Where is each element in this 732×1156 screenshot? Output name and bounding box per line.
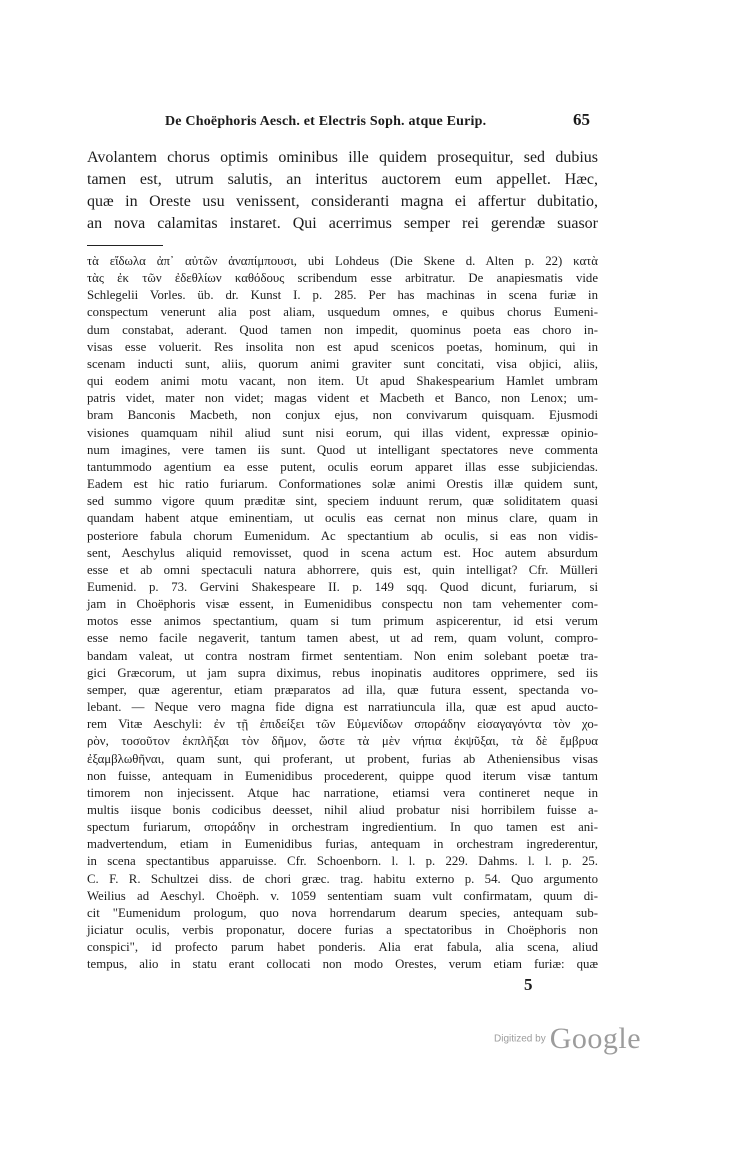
running-title: De Choëphoris Aesch. et Electris Soph. atque Eurip. bbox=[165, 114, 487, 129]
footnote-line: Schlegelii Vorles. üb. dr. Kunst I. p. 285. Per has machinas in scena furiæ in bbox=[87, 288, 598, 303]
watermark-brand: Google bbox=[549, 1022, 642, 1055]
footnote-line: bram Banconis Macbeth, non conjux ejus, non convivarum quisquam. Ejusmodi bbox=[87, 408, 598, 423]
footnote-line: visiones quamquam nihil aliud sunt nisi eorum, qui illas vident, expressæ opinio- bbox=[87, 425, 598, 440]
footnote-line: Eadem est hic ratio furiarum. Conformationes solæ animi Orestis illæ quidem sunt, bbox=[87, 477, 598, 492]
footnote-line: ἐξαμβλωθῆναι, quam sunt, qui proferant, ut probent, furias ab Atheniensibus visas bbox=[87, 751, 598, 766]
footnote-line: Eumenid. p. 73. Gervini Shakespeare II. p. 149 sqq. Quod dicunt, furiarum, si bbox=[87, 579, 598, 594]
footnote-line: qui eodem animi motu vacant, non item. Ut apud Shakespearium Hamlet umbram bbox=[87, 374, 598, 389]
footnote-line: bandam valeat, ut contra nostram firmet sententiam. Non enim solebant poetæ tra- bbox=[87, 648, 598, 663]
footnote-line: quandam habent atque eminentiam, ut oculis eas cernat non minus clare, quam in bbox=[87, 511, 598, 526]
footnote-line: conspectum venerunt alia post aliam, usquedum omnes, e quibus chorus Eumeni- bbox=[87, 305, 598, 320]
footnote-line: τὰς ἐκ τῶν ἐδεθλίων καθόδους scribendum esse arbitratur. De anapiesmatis vide bbox=[87, 271, 598, 286]
footnote-line: semper, quæ agerentur, etiam præparatos ad illa, quæ futura essent, spectanda vo- bbox=[87, 682, 598, 697]
footnote-line: visas esse voluerit. Res insolita non est apud scenicos poetas, hominum, qui in bbox=[87, 339, 598, 354]
footnote-line: scenam inducti sunt, aliis, quorum animi graviter sunt concitati, visa objici, aliis, bbox=[87, 356, 598, 371]
footnote-line: esse et ab omni spectaculi natura abhorrere, quis est, quin intelligat? Cfr. Mülleri bbox=[87, 562, 598, 577]
footnote-line: C. F. R. Schultzei diss. de chori græc. trag. habitu externo p. 54. Quo argumento bbox=[87, 871, 598, 886]
footnote-line: posteriore fabula chorum Eumenidum. Ac spectantium ab oculis, si eas non vidis- bbox=[87, 528, 598, 543]
footnote-line: tantummodo agentium ea esse putent, oculis eorum apparet illas esse subjiciendas. bbox=[87, 459, 598, 474]
footnote-line: cit "Eumenidum prologum, quo nova horrendarum dearum species, antequam sub- bbox=[87, 905, 598, 920]
footnote-line: gici Græcorum, ut jam supra diximus, rebus inopinatis auditores opprimere, sed iis bbox=[87, 665, 598, 680]
footnote-line: in scena spectantibus apparuisse. Cfr. Schoenborn. l. l. p. 229. Dahms. l. l. p. 25. bbox=[87, 854, 598, 869]
footnote-line: ρὸν, τοσοῦτον ἐκπλῆξαι τὸν δῆμον, ὥστε τὰ μὲν νήπια ἐκψῦξαι, τὰ δὲ ἔμβρυα bbox=[87, 734, 598, 749]
footnote-line: lebant. — Neque vero magna fide digna est narratiuncula illa, quæ est apud aucto- bbox=[87, 700, 598, 715]
footnote-line: timorem non injecissent. Atque hac narratione, etiamsi vera contineret neque in bbox=[87, 785, 598, 800]
footnote-line: jam in Choëphoris visæ essent, in Eumenidibus conspectu non tam vehementer com- bbox=[87, 597, 598, 612]
footnote-line: Weilius ad Aeschyl. Choëph. v. 1059 sententiam suam vult confirmatam, quum di- bbox=[87, 888, 598, 903]
footnote-line: spectum furiarum, σποράδην in orchestram ingredientium. In quo tamen est ani- bbox=[87, 820, 598, 835]
digitization-watermark bbox=[494, 1022, 641, 1056]
footnote-line: tempus, alio in statu erant collocati non modo Orestes, verum etiam furiæ: quæ bbox=[87, 957, 598, 972]
footnote-line: dum constabat, aderant. Quod tamen non impedit, quominus poeta eas choro in- bbox=[87, 322, 598, 337]
main-text-block bbox=[87, 147, 598, 235]
footnote-line: conspici", id profecto parum habet ponderis. Alia erat fabula, alia scena, aliud bbox=[87, 940, 598, 955]
body-line: Avolantem chorus optimis ominibus ille quidem prosequitur, sed dubius bbox=[87, 149, 598, 166]
footnote-line: rem Vitæ Aeschyli: ἐν τῇ ἐπιδείξει τῶν Εὐμενίδων σποράδην εἰσαγαγόντα τὸν χο- bbox=[87, 717, 598, 732]
footnote-line: multis iisque bonis codicibus deesset, nihil aliud probatur nisi horribilem fuisse a- bbox=[87, 803, 598, 817]
footnote-line: motos esse animos spectantium, quam si tum primum aspicerentur, id etsi verum bbox=[87, 614, 598, 629]
page-number: 65 bbox=[573, 110, 590, 129]
footnote-block bbox=[87, 253, 598, 974]
footnote-line: num imagines, vere tamen iis sunt. Quod ut intelligant spectatores neve commenta bbox=[87, 442, 598, 457]
footnote-line: patris videt, mater non videt; magas vident et Macbeth et Banco, non Lenox; um- bbox=[87, 391, 598, 406]
footnote-line: jiciatur oculis, verbis proponatur, docere furias a spectatoribus in Choëphoris non bbox=[87, 923, 598, 938]
footnote-line: esse nemo facile negaverit, tantum tamen abest, ut ad rem, quam volunt, compro- bbox=[87, 631, 598, 646]
signature-mark: 5 bbox=[524, 975, 533, 994]
footnote-line: τὰ εἴδωλα ἀπ᾽ αὐτῶν ἀναπίμπουσι, ubi Lohdeus (Die Skene d. Alten p. 22) κατὰ bbox=[87, 254, 598, 268]
body-line: an nova calamitas instaret. Qui acerrimus semper rei gerendæ suasor bbox=[87, 215, 598, 232]
footnote-line: sed summo vigore quum præditæ sint, speciem induunt rerum, quæ soliditatem quasi bbox=[87, 494, 598, 509]
footnote-line: madvertendum, etiam in Eumenidibus furias, antequam in orchestram ingrederentur, bbox=[87, 837, 598, 852]
footnote-line: non fuisse, antequam in Eumenidibus procederent, quippe quod iterum visæ tantum bbox=[87, 768, 598, 783]
footnote-line: sent, Aeschylus aliquid removisset, quod in scena actum est. Hoc autem absurdum bbox=[87, 545, 598, 560]
watermark-prefix: Digitized by bbox=[494, 1033, 546, 1045]
body-line: tamen est, utrum salutis, an interitus auctorem eum appellet. Hæc, bbox=[87, 171, 598, 188]
footnote-divider bbox=[87, 245, 163, 246]
body-line: quæ in Oreste usu venissent, consideranti magna ei affertur dubitatio, bbox=[87, 193, 598, 210]
